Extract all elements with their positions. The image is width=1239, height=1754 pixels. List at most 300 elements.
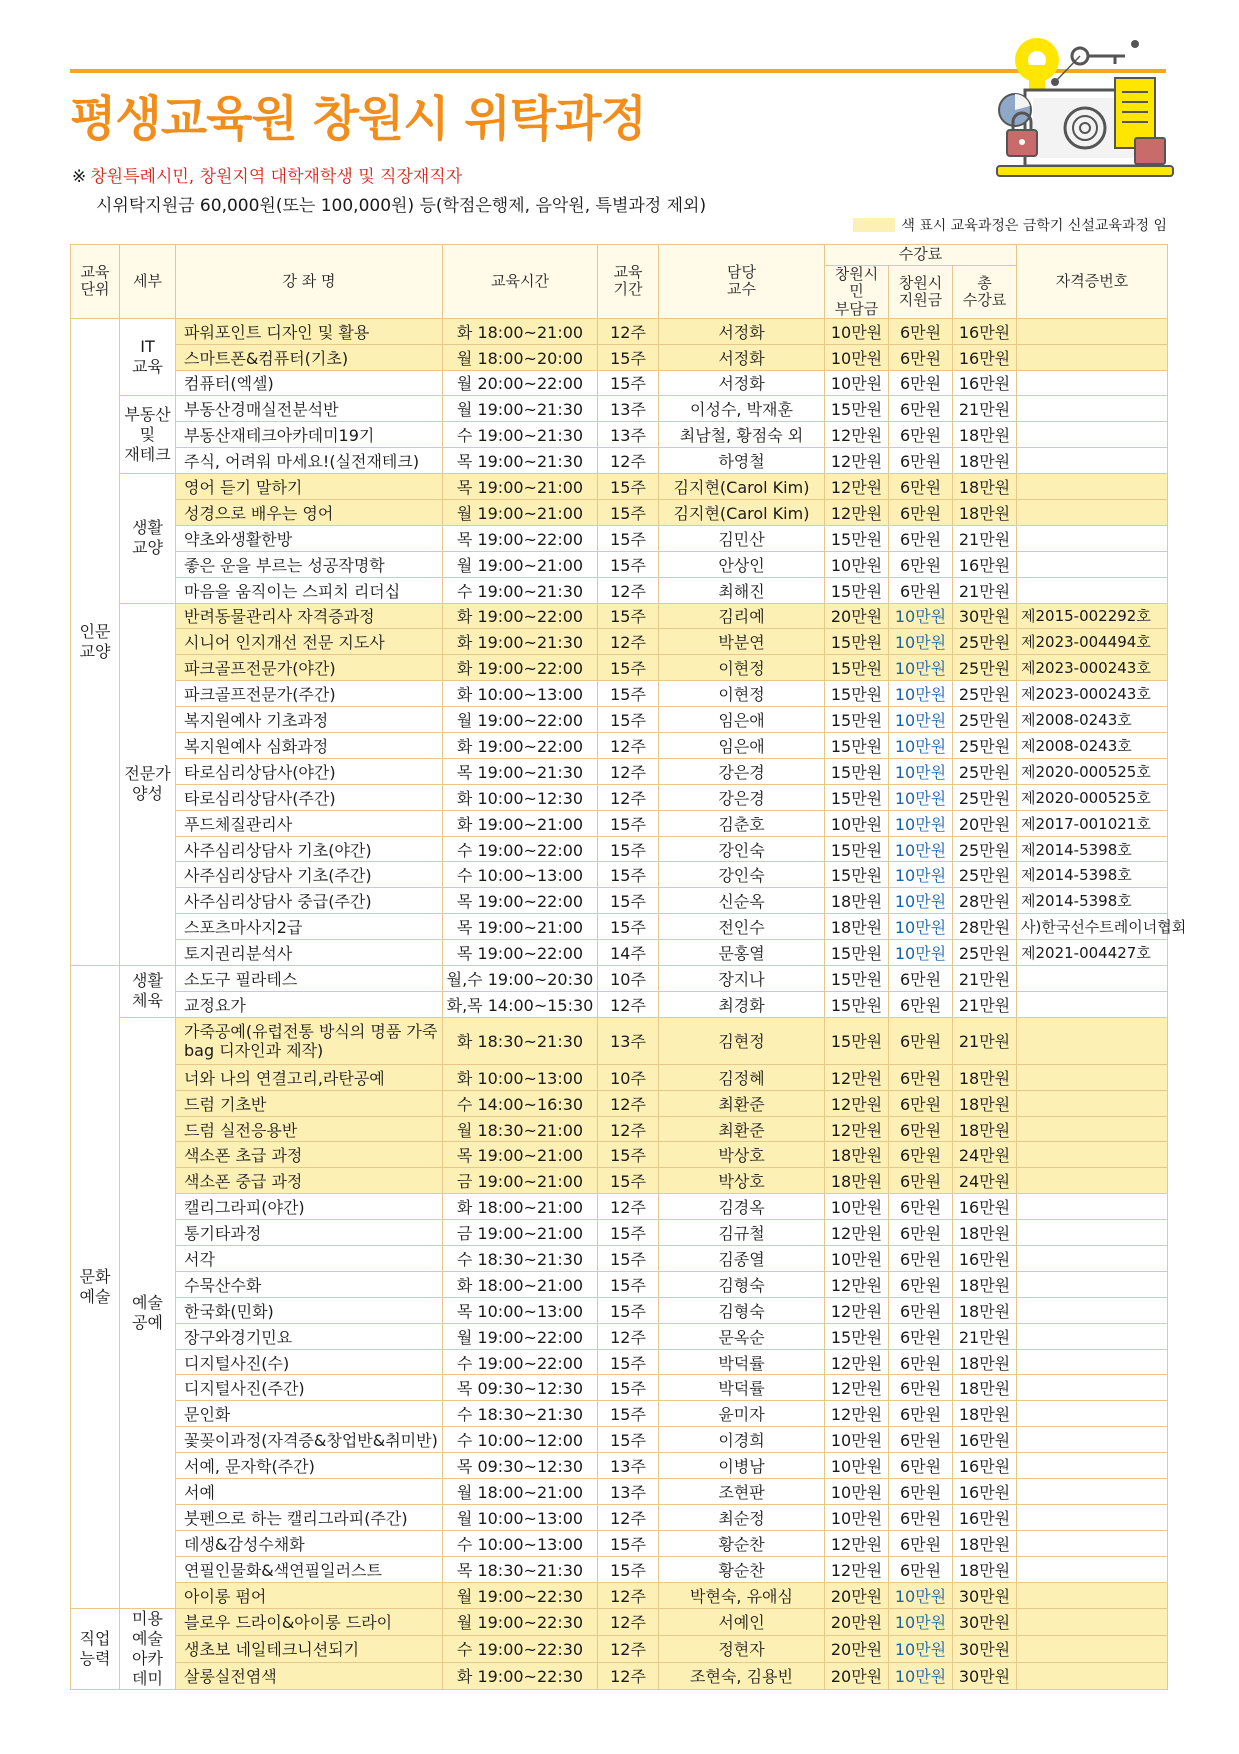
table-row — [71, 1116, 1168, 1142]
course-time: 목 19:00~21:00 — [443, 474, 598, 500]
course-period: 15주 — [598, 1556, 659, 1582]
course-name: 마음을 움직이는 스피치 리더십 — [176, 577, 443, 603]
course-name: 가죽공예(유럽전통 방식의 명품 가죽bag 디자인과 제작) — [176, 1017, 443, 1064]
course-professor: 박상호 — [659, 1142, 825, 1168]
cert-number — [1017, 551, 1168, 577]
course-professor: 윤미자 — [659, 1401, 825, 1427]
cert-number — [1017, 1530, 1168, 1556]
cert-number: 제2023-004494호 — [1017, 629, 1168, 655]
course-professor: 황순찬 — [659, 1556, 825, 1582]
fee-total: 25만원 — [953, 681, 1017, 707]
table-row — [71, 1662, 1168, 1689]
course-professor: 전인수 — [659, 914, 825, 940]
course-time: 화 10:00~12:30 — [443, 784, 598, 810]
cert-number — [1017, 1142, 1168, 1168]
fee-support: 6만원 — [889, 318, 953, 344]
subgroup-cell: 생활 체육 — [120, 966, 176, 1018]
fee-citizen: 10만원 — [825, 1479, 889, 1505]
unit-cell: 인문 교양 — [71, 318, 120, 965]
course-period: 12주 — [598, 448, 659, 474]
fee-total: 18만원 — [953, 1375, 1017, 1401]
course-period: 15주 — [598, 1271, 659, 1297]
header-period: 교육 기간 — [598, 245, 659, 319]
course-professor: 임은애 — [659, 733, 825, 759]
fee-support: 6만원 — [889, 1504, 953, 1530]
fee-support: 10만원 — [889, 862, 953, 888]
cert-number: 사)한국선수트레이너협회 — [1017, 914, 1168, 940]
fee-citizen: 18만원 — [825, 1142, 889, 1168]
fee-support: 10만원 — [889, 681, 953, 707]
course-time: 금 19:00~21:00 — [443, 1220, 598, 1246]
security-computer-illustration-icon — [985, 30, 1175, 200]
course-period: 12주 — [598, 784, 659, 810]
fee-support: 10만원 — [889, 810, 953, 836]
legend-swatch — [853, 218, 895, 232]
course-name: 살롱실전염색 — [176, 1662, 443, 1689]
table-row — [71, 603, 1168, 629]
fee-citizen: 12만원 — [825, 1116, 889, 1142]
fee-support: 6만원 — [889, 1168, 953, 1194]
course-professor: 김종열 — [659, 1246, 825, 1272]
course-time: 월 19:00~21:00 — [443, 551, 598, 577]
course-time: 목 19:00~21:00 — [443, 1142, 598, 1168]
fee-citizen: 15만원 — [825, 681, 889, 707]
course-table — [70, 244, 1187, 1690]
table-row — [71, 1608, 1168, 1635]
table-row — [71, 655, 1168, 681]
course-time: 월 19:00~22:00 — [443, 1323, 598, 1349]
course-period: 15주 — [598, 1375, 659, 1401]
fee-support: 10만원 — [889, 603, 953, 629]
course-professor: 박분연 — [659, 629, 825, 655]
fee-total: 30만원 — [953, 1662, 1017, 1689]
fee-total: 21만원 — [953, 396, 1017, 422]
course-time: 수 19:00~22:00 — [443, 836, 598, 862]
fee-citizen: 10만원 — [825, 551, 889, 577]
fee-total: 18만원 — [953, 1090, 1017, 1116]
fee-citizen: 20만원 — [825, 1608, 889, 1635]
course-period: 13주 — [598, 1479, 659, 1505]
fee-total: 18만원 — [953, 1401, 1017, 1427]
course-professor: 서정화 — [659, 318, 825, 344]
fee-support: 10만원 — [889, 836, 953, 862]
course-name: 타로심리상담사(주간) — [176, 784, 443, 810]
course-time: 월 20:00~22:00 — [443, 370, 598, 396]
table-row — [71, 1453, 1168, 1479]
fee-support: 10만원 — [889, 629, 953, 655]
fee-support: 6만원 — [889, 474, 953, 500]
fee-total: 21만원 — [953, 991, 1017, 1017]
eligibility-text: 창원특례시민, 창원지역 대학재학생 및 직장재직자 — [90, 167, 463, 187]
cert-number: 제2020-000525호 — [1017, 758, 1168, 784]
table-row — [71, 1220, 1168, 1246]
course-time: 화 10:00~13:00 — [443, 681, 598, 707]
table-row — [71, 1635, 1168, 1662]
fee-total: 18만원 — [953, 422, 1017, 448]
cert-number: 제2023-000243호 — [1017, 655, 1168, 681]
fee-citizen: 10만원 — [825, 1453, 889, 1479]
course-professor: 김민산 — [659, 525, 825, 551]
table-row — [71, 940, 1168, 966]
header-cert: 자격증번호 — [1017, 245, 1168, 319]
cert-number: 제2008-0243호 — [1017, 707, 1168, 733]
fee-citizen: 15만원 — [825, 1017, 889, 1064]
fee-total: 21만원 — [953, 1323, 1017, 1349]
fee-support: 6만원 — [889, 499, 953, 525]
course-time: 화 18:00~21:00 — [443, 318, 598, 344]
course-professor: 김춘호 — [659, 810, 825, 836]
course-professor: 이경희 — [659, 1427, 825, 1453]
course-name: 컴퓨터(엑셀) — [176, 370, 443, 396]
course-time: 목 19:00~22:00 — [443, 940, 598, 966]
course-period: 12주 — [598, 1608, 659, 1635]
fee-citizen: 10만원 — [825, 1194, 889, 1220]
course-time: 수 19:00~22:30 — [443, 1635, 598, 1662]
fee-support: 10만원 — [889, 733, 953, 759]
cert-number — [1017, 499, 1168, 525]
fee-support: 10만원 — [889, 1635, 953, 1662]
header-fee-citizen: 창원시민 부담금 — [825, 266, 889, 319]
cert-number — [1017, 422, 1168, 448]
course-period: 15주 — [598, 499, 659, 525]
course-period: 15주 — [598, 1349, 659, 1375]
course-time: 목 09:30~12:30 — [443, 1453, 598, 1479]
table-row — [71, 525, 1168, 551]
course-name: 수묵산수화 — [176, 1271, 443, 1297]
course-name: 꽃꽂이과정(자격증&창업반&취미반) — [176, 1427, 443, 1453]
course-name: 색소폰 중급 과정 — [176, 1168, 443, 1194]
course-period: 15주 — [598, 862, 659, 888]
cert-number — [1017, 1017, 1168, 1064]
course-professor: 신순옥 — [659, 888, 825, 914]
fee-total: 24만원 — [953, 1168, 1017, 1194]
course-period: 15주 — [598, 810, 659, 836]
fee-support: 10만원 — [889, 1662, 953, 1689]
course-period: 15주 — [598, 1427, 659, 1453]
course-professor: 김정혜 — [659, 1064, 825, 1090]
cert-number — [1017, 1090, 1168, 1116]
course-name: 연필인물화&색연필일러스트 — [176, 1556, 443, 1582]
table-row — [71, 422, 1168, 448]
table-row — [71, 810, 1168, 836]
course-name: 드럼 실전응용반 — [176, 1116, 443, 1142]
course-period: 10주 — [598, 1064, 659, 1090]
cert-number — [1017, 966, 1168, 992]
course-time: 화 19:00~22:00 — [443, 733, 598, 759]
course-professor: 안상인 — [659, 551, 825, 577]
cert-number: 제2017-001021호 — [1017, 810, 1168, 836]
course-time: 월 18:00~21:00 — [443, 1479, 598, 1505]
course-professor: 이병남 — [659, 1453, 825, 1479]
course-professor: 조현판 — [659, 1479, 825, 1505]
fee-citizen: 15만원 — [825, 784, 889, 810]
course-professor: 이성수, 박재훈 — [659, 396, 825, 422]
course-period: 15주 — [598, 655, 659, 681]
course-time: 수 10:00~13:00 — [443, 1530, 598, 1556]
fee-citizen: 15만원 — [825, 707, 889, 733]
course-time: 화 19:00~21:30 — [443, 629, 598, 655]
fee-support: 6만원 — [889, 1479, 953, 1505]
fee-support: 6만원 — [889, 448, 953, 474]
course-period: 12주 — [598, 629, 659, 655]
course-name: 문인화 — [176, 1401, 443, 1427]
course-name: 너와 나의 연결고리,라탄공예 — [176, 1064, 443, 1090]
course-name: 서예 — [176, 1479, 443, 1505]
course-name: 장구와경기민요 — [176, 1323, 443, 1349]
fee-total: 16만원 — [953, 551, 1017, 577]
cert-number — [1017, 1453, 1168, 1479]
fee-citizen: 12만원 — [825, 499, 889, 525]
fee-citizen: 10만원 — [825, 318, 889, 344]
fee-support: 6만원 — [889, 344, 953, 370]
cert-number — [1017, 1662, 1168, 1689]
fee-support: 10만원 — [889, 888, 953, 914]
course-period: 12주 — [598, 1662, 659, 1689]
fee-total: 21만원 — [953, 525, 1017, 551]
fee-citizen: 15만원 — [825, 862, 889, 888]
course-professor: 최남철, 황점숙 외 — [659, 422, 825, 448]
fee-citizen: 15만원 — [825, 940, 889, 966]
fee-total: 25만원 — [953, 629, 1017, 655]
table-row — [71, 681, 1168, 707]
table-row — [71, 551, 1168, 577]
course-period: 15주 — [598, 370, 659, 396]
fee-total: 20만원 — [953, 810, 1017, 836]
course-period: 13주 — [598, 1017, 659, 1064]
course-name: 타로심리상담사(야간) — [176, 758, 443, 784]
cert-number: 제2008-0243호 — [1017, 733, 1168, 759]
course-period: 15주 — [598, 1168, 659, 1194]
fee-total: 30만원 — [953, 1635, 1017, 1662]
table-row — [71, 1246, 1168, 1272]
course-name: 소도구 필라테스 — [176, 966, 443, 992]
course-professor: 최경화 — [659, 991, 825, 1017]
course-time: 화 19:00~22:00 — [443, 603, 598, 629]
fee-citizen: 15만원 — [825, 966, 889, 992]
table-row — [71, 1168, 1168, 1194]
fee-total: 16만원 — [953, 1246, 1017, 1272]
course-time: 화,목 14:00~15:30 — [443, 991, 598, 1017]
cert-number — [1017, 1271, 1168, 1297]
fee-support: 6만원 — [889, 1453, 953, 1479]
table-row — [71, 629, 1168, 655]
cert-number — [1017, 1064, 1168, 1090]
header-sub: 세부 — [120, 245, 176, 319]
table-row — [71, 1401, 1168, 1427]
course-professor: 서예인 — [659, 1608, 825, 1635]
course-time: 수 19:00~21:30 — [443, 577, 598, 603]
course-professor: 강은경 — [659, 758, 825, 784]
course-name: 시니어 인지개선 전문 지도사 — [176, 629, 443, 655]
cert-number: 제2021-004427호 — [1017, 940, 1168, 966]
cert-number: 제2015-002292호 — [1017, 603, 1168, 629]
course-name: 영어 듣기 말하기 — [176, 474, 443, 500]
course-name: 성경으로 배우는 영어 — [176, 499, 443, 525]
header-unit: 교육 단위 — [71, 245, 120, 319]
fee-total: 30만원 — [953, 1582, 1017, 1608]
cert-number — [1017, 1427, 1168, 1453]
fee-support: 6만원 — [889, 370, 953, 396]
cert-number — [1017, 1635, 1168, 1662]
eligibility-note — [72, 162, 462, 187]
fee-total: 25만원 — [953, 655, 1017, 681]
course-professor: 서정화 — [659, 344, 825, 370]
course-time: 수 19:00~21:30 — [443, 422, 598, 448]
course-time: 월 18:30~21:00 — [443, 1116, 598, 1142]
course-professor: 박덕률 — [659, 1375, 825, 1401]
course-professor: 하영철 — [659, 448, 825, 474]
cert-number — [1017, 1556, 1168, 1582]
fee-total: 21만원 — [953, 1017, 1017, 1064]
table-row — [71, 1349, 1168, 1375]
cert-number: 제2014-5398호 — [1017, 888, 1168, 914]
course-period: 10주 — [598, 966, 659, 992]
course-time: 화 19:00~21:00 — [443, 810, 598, 836]
table-row — [71, 1504, 1168, 1530]
course-name: 푸드체질관리사 — [176, 810, 443, 836]
fee-citizen: 12만원 — [825, 1375, 889, 1401]
course-name: 생초보 네일테크니션되기 — [176, 1635, 443, 1662]
cert-number — [1017, 1168, 1168, 1194]
cert-number — [1017, 1401, 1168, 1427]
course-professor: 조현숙, 김용빈 — [659, 1662, 825, 1689]
course-professor: 최환준 — [659, 1116, 825, 1142]
fee-total: 18만원 — [953, 1116, 1017, 1142]
course-professor: 문옥순 — [659, 1323, 825, 1349]
course-period: 15주 — [598, 525, 659, 551]
table-row — [71, 1090, 1168, 1116]
course-period: 15주 — [598, 914, 659, 940]
course-time: 월 19:00~21:00 — [443, 499, 598, 525]
course-time: 월 10:00~13:00 — [443, 1504, 598, 1530]
fee-citizen: 12만원 — [825, 1064, 889, 1090]
table-row — [71, 914, 1168, 940]
fee-total: 16만원 — [953, 370, 1017, 396]
table-row — [71, 1064, 1168, 1090]
cert-number — [1017, 474, 1168, 500]
fee-total: 16만원 — [953, 318, 1017, 344]
fee-total: 18만원 — [953, 1271, 1017, 1297]
fee-total: 25만원 — [953, 758, 1017, 784]
course-period: 13주 — [598, 1453, 659, 1479]
fee-support: 10만원 — [889, 784, 953, 810]
fee-total: 16만원 — [953, 1504, 1017, 1530]
course-professor: 김지현(Carol Kim) — [659, 499, 825, 525]
course-period: 15주 — [598, 1246, 659, 1272]
table-header — [71, 245, 1168, 319]
fee-support: 6만원 — [889, 1271, 953, 1297]
course-professor: 김경옥 — [659, 1194, 825, 1220]
fee-support: 6만원 — [889, 577, 953, 603]
cert-number — [1017, 1116, 1168, 1142]
table-row — [71, 966, 1168, 992]
page-title: 평생교육원 창원시 위탁과정 — [70, 91, 646, 147]
fee-total: 28만원 — [953, 888, 1017, 914]
table-row — [71, 758, 1168, 784]
fee-citizen: 12만원 — [825, 1271, 889, 1297]
course-name: 파크골프전문가(주간) — [176, 681, 443, 707]
course-name: 복지원예사 심화과정 — [176, 733, 443, 759]
fee-citizen: 10만원 — [825, 1504, 889, 1530]
fee-total: 25만원 — [953, 707, 1017, 733]
cert-number: 제2023-000243호 — [1017, 681, 1168, 707]
fee-support: 6만원 — [889, 422, 953, 448]
course-time: 수 14:00~16:30 — [443, 1090, 598, 1116]
fee-citizen: 12만원 — [825, 474, 889, 500]
course-time: 목 09:30~12:30 — [443, 1375, 598, 1401]
fee-total: 18만원 — [953, 1064, 1017, 1090]
course-professor: 박현숙, 유애심 — [659, 1582, 825, 1608]
fee-citizen: 15만원 — [825, 733, 889, 759]
fee-support: 6만원 — [889, 1017, 953, 1064]
course-name: 복지원예사 기초과정 — [176, 707, 443, 733]
table-row — [71, 1556, 1168, 1582]
fee-total: 16만원 — [953, 1479, 1017, 1505]
course-name: 사주심리상담사 기초(야간) — [176, 836, 443, 862]
course-time: 월 18:00~20:00 — [443, 344, 598, 370]
fee-support: 6만원 — [889, 1116, 953, 1142]
course-name: 캘리그라피(야간) — [176, 1194, 443, 1220]
fee-citizen: 15만원 — [825, 836, 889, 862]
fee-total: 18만원 — [953, 499, 1017, 525]
course-professor: 최환준 — [659, 1090, 825, 1116]
course-period: 12주 — [598, 318, 659, 344]
course-period: 12주 — [598, 758, 659, 784]
fee-total: 21만원 — [953, 577, 1017, 603]
fee-citizen: 15만원 — [825, 629, 889, 655]
fee-citizen: 12만원 — [825, 1556, 889, 1582]
subgroup-cell: 전문가 양성 — [120, 603, 176, 965]
course-professor: 최해진 — [659, 577, 825, 603]
course-name: 디지털사진(수) — [176, 1349, 443, 1375]
cert-number — [1017, 1608, 1168, 1635]
course-professor: 서정화 — [659, 370, 825, 396]
fee-total: 24만원 — [953, 1142, 1017, 1168]
table-row — [71, 1271, 1168, 1297]
cert-number — [1017, 396, 1168, 422]
course-period: 12주 — [598, 1090, 659, 1116]
fee-total: 30만원 — [953, 1608, 1017, 1635]
table-row — [71, 1142, 1168, 1168]
fee-support: 6만원 — [889, 1427, 953, 1453]
header-fee-group: 수강료 — [825, 245, 1017, 266]
table-row — [71, 1323, 1168, 1349]
course-professor: 이현정 — [659, 655, 825, 681]
cert-number — [1017, 1194, 1168, 1220]
table-row — [71, 577, 1168, 603]
cert-number — [1017, 318, 1168, 344]
course-name: 블로우 드라이&아이롱 드라이 — [176, 1608, 443, 1635]
course-name: 드럼 기초반 — [176, 1090, 443, 1116]
course-time: 목 19:00~22:00 — [443, 525, 598, 551]
course-time: 목 19:00~22:00 — [443, 888, 598, 914]
course-period: 12주 — [598, 1116, 659, 1142]
fee-citizen: 15만원 — [825, 1323, 889, 1349]
fee-support: 6만원 — [889, 1375, 953, 1401]
fee-citizen: 15만원 — [825, 655, 889, 681]
cert-number — [1017, 577, 1168, 603]
fee-total: 18만원 — [953, 474, 1017, 500]
course-name: 반려동물관리사 자격증과정 — [176, 603, 443, 629]
fee-total: 18만원 — [953, 448, 1017, 474]
fee-citizen: 10만원 — [825, 370, 889, 396]
course-time: 화 10:00~13:00 — [443, 1064, 598, 1090]
course-time: 목 19:00~21:00 — [443, 914, 598, 940]
fee-support: 6만원 — [889, 551, 953, 577]
fee-citizen: 15만원 — [825, 396, 889, 422]
fee-total: 18만원 — [953, 1349, 1017, 1375]
cert-number: 제2020-000525호 — [1017, 784, 1168, 810]
